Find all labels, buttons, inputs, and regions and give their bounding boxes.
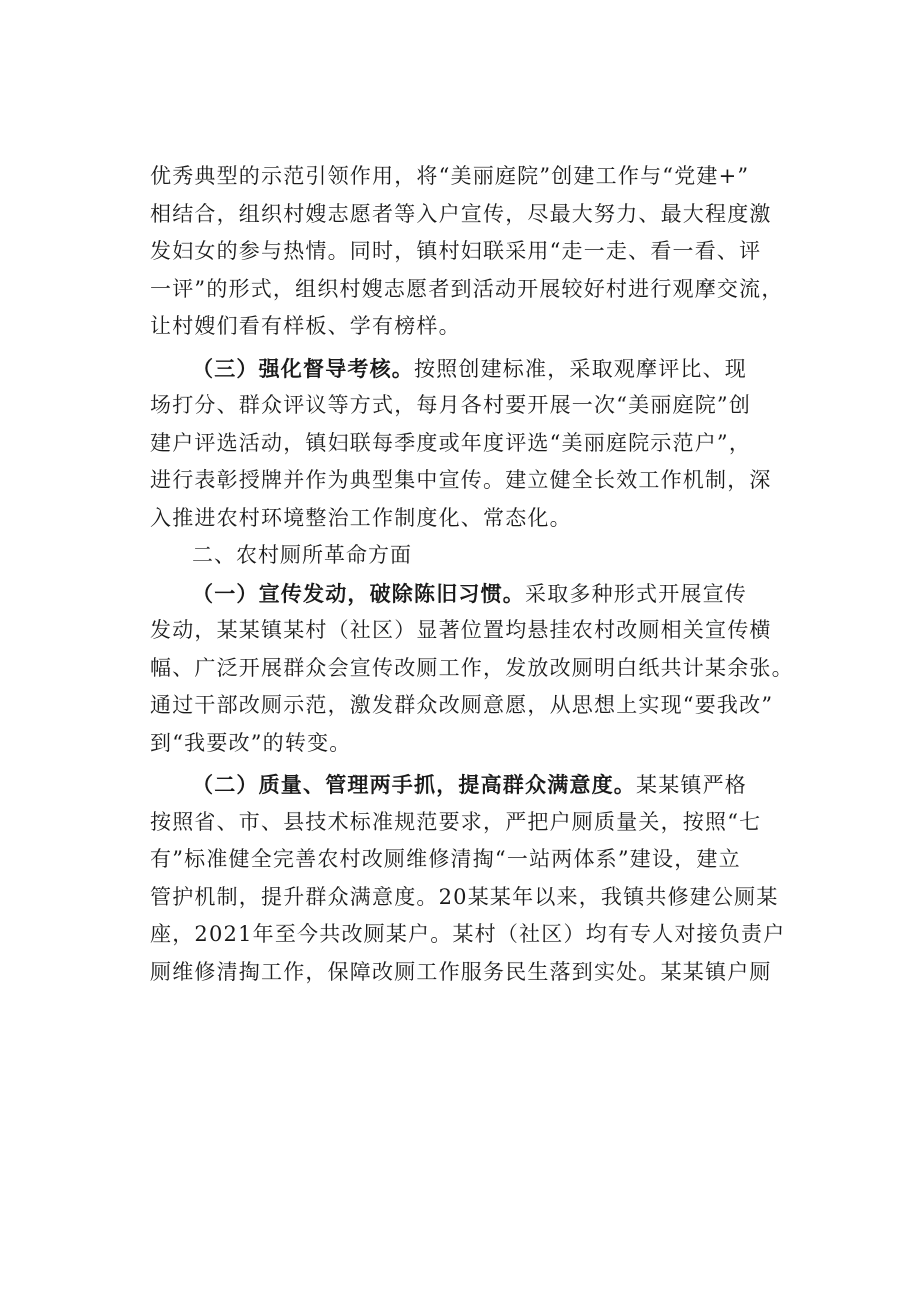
text-line: 厕维修清掏工作，保障改厕工作服务民生落到实处。某某镇户厕	[150, 959, 772, 984]
text-line: 相结合，组织村嫂志愿者等入户宣传，尽最大努力、最大程度激	[150, 201, 772, 226]
text-span: 按照创建标准，采取观摩评比、现	[414, 356, 747, 381]
paragraph-3	[150, 575, 802, 763]
text-line: 发妇女的参与热情。同时，镇村妇联采用“走一走、看一看、评	[150, 239, 762, 263]
text-line: 让村嫂们看有样板、学有榜样。	[150, 314, 461, 338]
text-line: 按照省、市、县技术标准规范要求，严把户厕质量关，按照“七	[150, 809, 762, 834]
document-body	[150, 158, 802, 991]
paragraph-first-line	[150, 350, 802, 388]
paragraph-first-line	[150, 575, 802, 613]
paragraph-1	[150, 158, 802, 346]
text-line: 入推进农村环境整治工作制度化、常态化。	[150, 505, 572, 530]
text-line: 通过干部改厕示范，激发群众改厕意愿，从思想上实现“要我改”	[150, 693, 774, 717]
subheading-lead: （三）强化督导考核。	[192, 355, 414, 381]
text-line: 幅、广泛开展群众会宣传改厕工作，发放改厕明白纸共计某余张。	[150, 655, 794, 680]
text-line: 进行表彰授牌并作为典型集中宣传。建立健全长效工作机制，深	[150, 468, 772, 492]
section-heading: 二、农村厕所革命方面	[192, 543, 412, 567]
paragraph-first-line	[150, 766, 802, 804]
text-line: 一评”的形式，组织村嫂志愿者到活动开展较好村进行观摩交流，	[150, 276, 784, 301]
text-line: 座，2021年至今共改厕某户。某村（社区）均有专人对接负责户	[150, 922, 786, 946]
text-line: 场打分、群众评议等方式，每月各村要开展一次“美丽庭院”创	[150, 393, 752, 417]
text-line: 优秀典型的示范引领作用，将“美丽庭院”创建工作与“党建+”	[150, 164, 750, 188]
text-line: 有”标准健全完善农村改厕维修清掏“一站两体系”建设，建立	[150, 847, 741, 871]
text-line: 建户评选活动，镇妇联每季度或年度评选“美丽庭院示范户”，	[150, 430, 752, 455]
text-span: 采取多种形式开展宣传	[525, 581, 747, 606]
text-line: 发动，某某镇某村（社区）显著位置均悬挂农村改厕相关宣传横	[150, 618, 772, 642]
subheading-lead: （一）宣传发动，破除陈旧习惯。	[192, 580, 525, 606]
text-span: 某某镇严格	[636, 773, 747, 797]
paragraph-2	[150, 350, 802, 538]
text-line: 到“我要改”的转变。	[150, 730, 352, 755]
text-line: 管护机制，提升群众满意度。20某某年以来，我镇共修建公厕某	[150, 884, 779, 909]
paragraph-4	[150, 766, 802, 991]
subheading-lead: （二）质量、管理两手抓，提高群众满意度。	[192, 772, 636, 797]
